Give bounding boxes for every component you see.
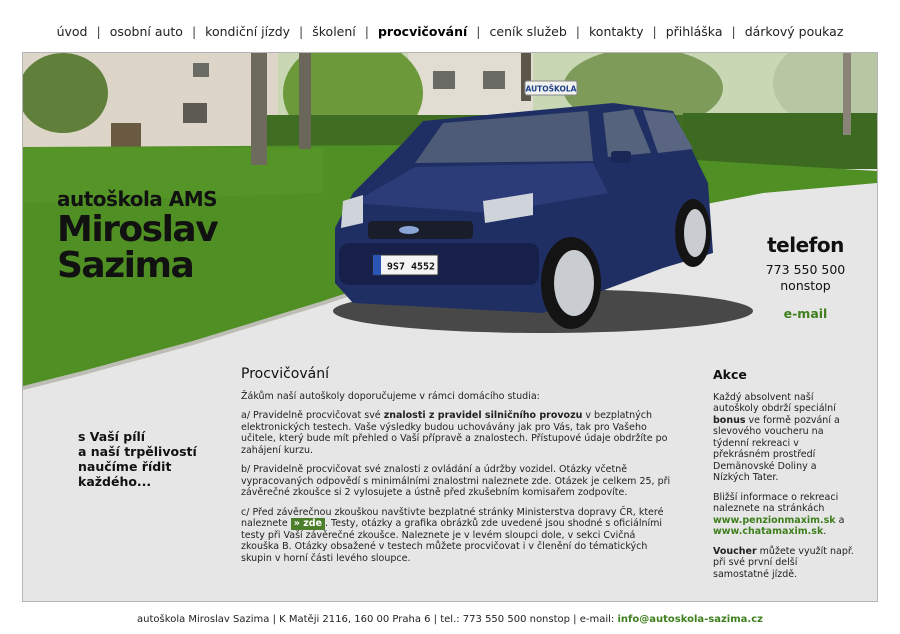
promo-paragraph-2 [713, 492, 855, 538]
slogan-line: s Vaší pílí [78, 429, 146, 444]
nav-item-kondicni-jizdy[interactable]: kondiční jízdy [205, 24, 291, 39]
link-penzionmaxim[interactable]: www.penzionmaxim.sk [713, 514, 836, 526]
phone-note: nonstop [780, 278, 831, 293]
promo-text: . [823, 526, 827, 537]
paragraph-c [241, 507, 673, 565]
promo-text: Bližší informace o rekreaci naleznete na stránkách [713, 491, 839, 514]
nav-item-osobni-auto[interactable]: osobní auto [109, 24, 183, 39]
slogan-line: naučíme řídit [78, 459, 172, 474]
nav-item-procvicovani[interactable]: procvičování [377, 24, 468, 39]
brand-logo-text [57, 189, 217, 284]
building-right [408, 53, 533, 117]
paragraph-a [241, 410, 673, 456]
nav-separator: | [364, 24, 369, 39]
nav-item-prihlaska[interactable]: přihláška [665, 24, 723, 39]
phone-label: telefon [767, 233, 844, 257]
contact-block [743, 233, 868, 321]
nav-separator: | [575, 24, 580, 39]
nav-separator: | [191, 24, 197, 39]
promo-title: Akce [713, 367, 747, 382]
brand-line-3: Sazima [57, 245, 194, 286]
paragraph-a-bold: znalosti z pravidel silničního provozu [383, 410, 583, 421]
paragraph-c-text-2: . Testy, otázky a grafika obrázků zde uvedené jsou shodné s oficiálními testy při Vaší závěrečné zkoušce. Naleznete je v levém sloupci dole, v sekci Cvičná zkouška B. Otázky obsažené v testech můžete procvičovat i v členění do tématických skupin v horní části levého sloupce. [241, 518, 663, 564]
brand-line-2: Miroslav [57, 209, 218, 250]
promo-text: a [835, 514, 845, 526]
nav-item-cenik-sluzeb[interactable]: ceník služeb [489, 24, 567, 39]
slogan-line: každého... [78, 474, 152, 489]
nav-separator: | [299, 24, 304, 39]
paragraph-c-text: c/ Před závěrečnou zkouškou navštivte bezplatné stránky Ministerstva dopravy ČR, které naleznete [241, 506, 664, 529]
zde-link[interactable]: » zde [291, 518, 325, 530]
footer-email-link[interactable]: info@autoskola-sazima.cz [617, 614, 763, 625]
nav-separator: | [96, 24, 101, 39]
promo-sidebar [713, 369, 855, 588]
footer-text: autoškola Miroslav Sazima | K Matěji 2116, 160 00 Praha 6 | tel.: 773 550 500 nonstop | e-mail: [137, 614, 618, 625]
link-chatamaxim[interactable]: www.chatamaxim.sk [713, 526, 824, 537]
main-content [241, 366, 673, 572]
intro-paragraph: Žákům naší autoškoly doporučujeme v rámci domácího studia: [241, 390, 540, 402]
nav-item-skoleni[interactable]: školení [312, 24, 356, 39]
phone-number: 773 550 500 [765, 262, 846, 277]
slogan-line: a naší trpělivostí [78, 444, 197, 459]
paragraph-a-text: a/ Pravidelně procvičovat své [241, 410, 384, 421]
email-link[interactable]: e-mail [783, 306, 828, 321]
tree-trunk [251, 53, 267, 165]
brand-line-1: autoškola AMS [57, 187, 218, 211]
nav-item-darkovy-poukaz[interactable]: dárkový poukaz [744, 24, 844, 39]
paragraph-a-text-2: v bezplatných elektronických testech. Vaše výsledky budou uchovávány jak pro Vás, tak pro Vašeho učitele, který bude mít přehled o Vaší přípravě a znalostech. Přístupové údaje obdržíte po zahájení kurzu. [241, 410, 668, 456]
promo-text-2: ve formě pozvání a slevového voucheru na týdenní rekreaci v překrásném prostředí Demänovské Doliny a Nízkých Tater. [713, 414, 840, 483]
roof-sign-text: AUTOŠKOLA [525, 84, 577, 94]
promo-bold: Voucher [713, 545, 757, 557]
nav-separator: | [731, 24, 736, 39]
promo-paragraph-3 [713, 546, 855, 581]
page-title: Procvičování [241, 366, 329, 382]
main-nav [0, 24, 900, 39]
promo-bold: bonus [713, 414, 746, 426]
promo-paragraph-1 [713, 392, 855, 484]
content-frame [22, 52, 878, 602]
footer [0, 614, 900, 625]
paragraph-b: b/ Pravidelně procvičovat své znalosti z ovládání a údržby vozidel. Otázky včetně vypracovaných odpovědí s minimálními znalostmi naleznete zde. Otázek je celkem 25, při závěrečné zkoušce si 2 vylosujete a ústně před zkušebním komisařem zodpovíte. [241, 464, 671, 498]
promo-text: Každý absolvent naší autoškoly obdrží speciální [713, 391, 836, 414]
nav-item-kontakty[interactable]: kontakty [589, 24, 644, 39]
nav-item-uvod[interactable]: úvod [56, 24, 88, 39]
nav-separator: | [476, 24, 481, 39]
license-plate-text: 9S7 4552 [386, 261, 436, 273]
slogan [78, 429, 197, 489]
nav-separator: | [652, 24, 657, 39]
promo-text: můžete využít např. při své první delší samostatné jízdě. [713, 545, 854, 580]
